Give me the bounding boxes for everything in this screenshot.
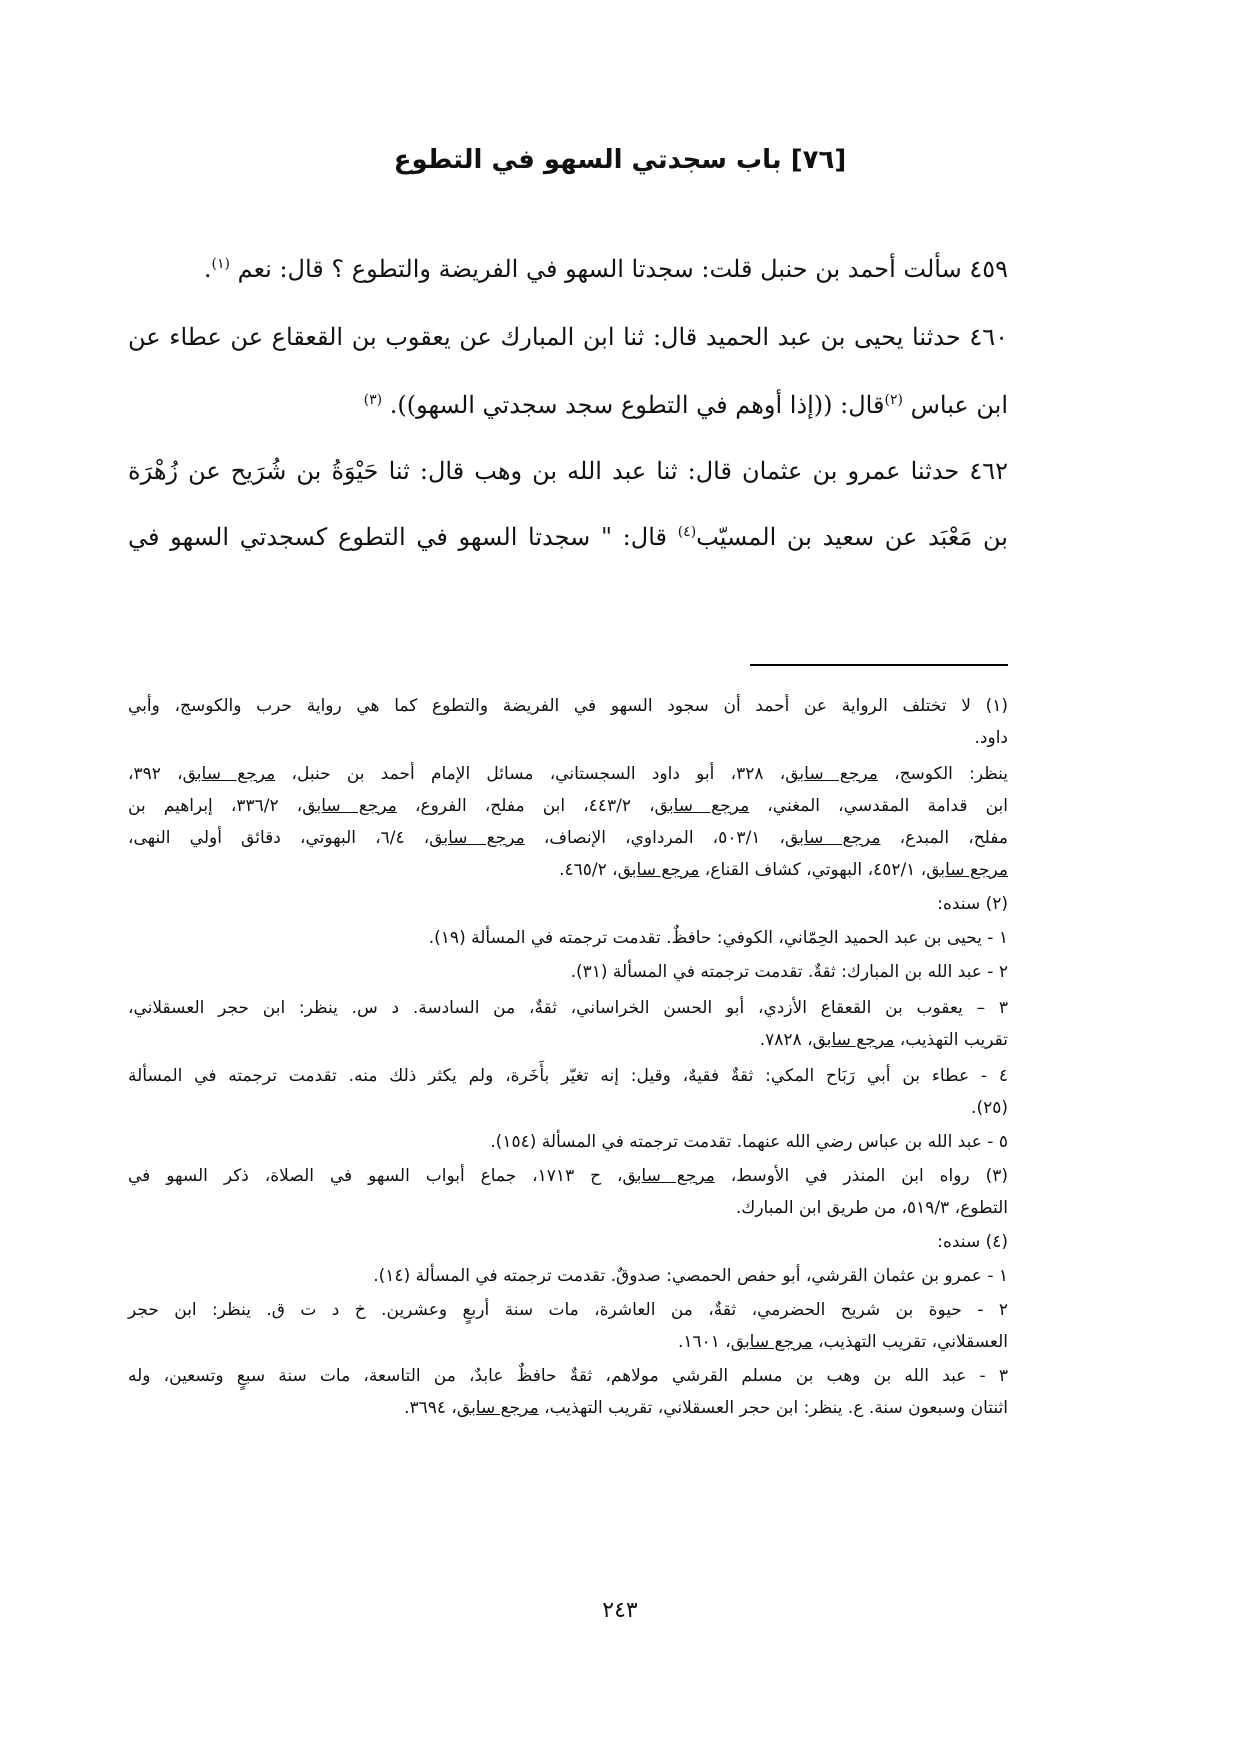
footnote-2-item-1: ١ - يحيى بن عبد الحميد الحِمّاني، الكوفي: حافظٌ. تقدمت ترجمته في المسألة (١٩). [428,928,1008,948]
reference-link[interactable]: مرجع سابق [302,796,397,816]
reference-link[interactable]: مرجع سابق [730,1332,813,1352]
footnote-4-item-3-line-1: ٣ - عبد الله بن وهب بن مسلم القرشي مولاهم، ثقةٌ حافظٌ عابدٌ، من التاسعة، مات سنة سبعٍ وتسعين، وله [128,1366,1008,1386]
page-number: ٢٤٣ [602,1598,638,1623]
reference-link[interactable]: مرجع سابق [622,1166,715,1186]
paragraph-460-line-2: ابن عباس $^{(٢)}$قال: ((إذا أوهم في التطوع سجد سجدتي السهو)). $^{(٣)}$ [363,391,1008,419]
footnote-1-line-2: داود. [974,728,1008,748]
reference-link[interactable]: مرجع سابق [785,828,881,848]
reference-link[interactable]: مرجع سابق [812,1030,895,1050]
footnote-2-heading: (٢) سنده: [937,894,1008,914]
footnote-4-item-2-line-2: العسقلاني، تقريب التهذيب، مرجع سابق، ١٦٠١. [677,1332,1008,1352]
footnote-4-item-1: ١ - عمرو بن عثمان القرشي، أبو حفص الحمصي: صدوقٌ. تقدمت ترجمته في المسألة (١٤). [373,1266,1008,1286]
reference-link[interactable]: مرجع سابق [654,796,750,816]
reference-link[interactable]: مرجع سابق [429,828,525,848]
footnote-1-line-6: مرجع سابق، ٤٥٢/١، البهوتي، كشاف القناع، مرجع سابق، ٤٦٥/٢. [559,860,1008,880]
footnote-ref-4[interactable]: (٤) [677,524,697,540]
footnote-1-line-5: مفلح، المبدع، مرجع سابق، ٥٠٣/١، المرداوي، الإنصاف، مرجع سابق، ٦/٤، البهوتي، دقائق أولي النهى، [128,828,1008,848]
footnote-separator [750,664,1008,666]
footnote-1-line-4: ابن قدامة المقدسي، المغني، مرجع سابق، ٤٤٣/٢، ابن مفلح، الفروع، مرجع سابق، ٣٣٦/٢، إبراهيم بن [128,796,1008,816]
reference-link[interactable]: مرجع سابق [182,764,276,784]
reference-link[interactable]: مرجع سابق [456,1398,539,1418]
footnote-2-item-5: ٥ - عبد الله بن عباس رضي الله عنهما. تقدمت ترجمته في المسألة (١٥٤). [490,1132,1008,1152]
footnote-3-line-1: (٣) رواه ابن المنذر في الأوسط، مرجع سابق، ح ١٧١٣، جماع أبواب السهو في الصلاة، ذكر السهو في [128,1166,1008,1186]
footnote-2-item-2: ٢ - عبد الله بن المبارك: ثقةٌ. تقدمت ترجمته في المسألة (٣١). [570,962,1008,982]
paragraph-462-line-1: ٤٦٢ حدثنا عمرو بن عثمان قال: ثنا عبد الله بن وهب قال: ثنا حَيْوَةُ بن شُرَيح عن زُهْرَة [128,457,1009,485]
reference-link[interactable]: مرجع سابق [926,860,1008,880]
footnote-ref-1[interactable]: (١) [211,256,230,272]
reference-link[interactable]: مرجع سابق [785,764,878,784]
footnote-4-heading: (٤) سنده: [937,1232,1008,1252]
reference-link[interactable]: مرجع سابق [617,860,700,880]
footnote-2-item-4-line-1: ٤ - عطاء بن أبي رَبَاح المكي: ثقةٌ فقيهٌ، وقيل: إنه تغيّر بأَخَرة، ولم يكثر ذلك منه. تقدمت ترجمته في المسألة [128,1066,1008,1086]
footnote-ref-2[interactable]: (٢) [884,392,903,408]
footnote-2-item-3-line-1: ٣ – يعقوب بن القعقاع الأزدي، أبو الحسن الخراساني، ثقةٌ، من السادسة. د س. ينظر: ابن حجر العسقلاني، [128,998,1008,1018]
paragraph-459: ٤٥٩ سألت أحمد بن حنبل قلت: سجدتا السهو في الفريضة والتطوع ؟ قال: نعم $^{(١)}$. [203,255,1008,283]
paragraph-460-line-1: ٤٦٠ حدثنا يحيى بن عبد الحميد قال: ثنا ابن المبارك عن يعقوب بن القعقاع عن عطاء عن [128,323,1008,351]
footnote-2-item-4-line-2: (٢٥). [971,1098,1008,1118]
footnote-2-item-3-line-2: تقريب التهذيب، مرجع سابق، ٧٨٢٨. [759,1030,1008,1050]
footnote-4-item-3-line-2: اثنتان وسبعون سنة. ع. ينظر: ابن حجر العسقلاني، تقريب التهذيب، مرجع سابق، ٣٦٩٤. [404,1398,1008,1418]
footnote-4-item-2-line-1: ٢ - حيوة بن شريح الحضرمي، ثقةٌ، من العاشرة، مات سنة أربعٍ وعشرين. خ د ت ق. ينظر: ابن حجر [128,1300,1008,1320]
chapter-title: [٧٦] باب سجدتي السهو في التطوع [393,145,847,175]
paragraph-462-line-2: بن مَعْبَد عن سعيد بن المسيّب$^{(٤)}$ قال: " سجدتا السهو في التطوع كسجدتي السهو في [128,523,1008,551]
footnote-3-line-2: التطوع، ٥١٩/٣، من طريق ابن المبارك. [735,1198,1008,1218]
footnote-1-line-3: ينظر: الكوسج، مرجع سابق، ٣٢٨، أبو داود السجستاني، مسائل الإمام أحمد بن حنبل، مرجع سابق، ٣٩٢، [128,764,1008,784]
footnote-1-line-1: (١) لا تختلف الرواية عن أحمد أن سجود السهو في الفريضة والتطوع كما هي رواية حرب والكوسج، وأبي [128,696,1008,716]
footnote-ref-3[interactable]: (٣) [363,392,383,408]
